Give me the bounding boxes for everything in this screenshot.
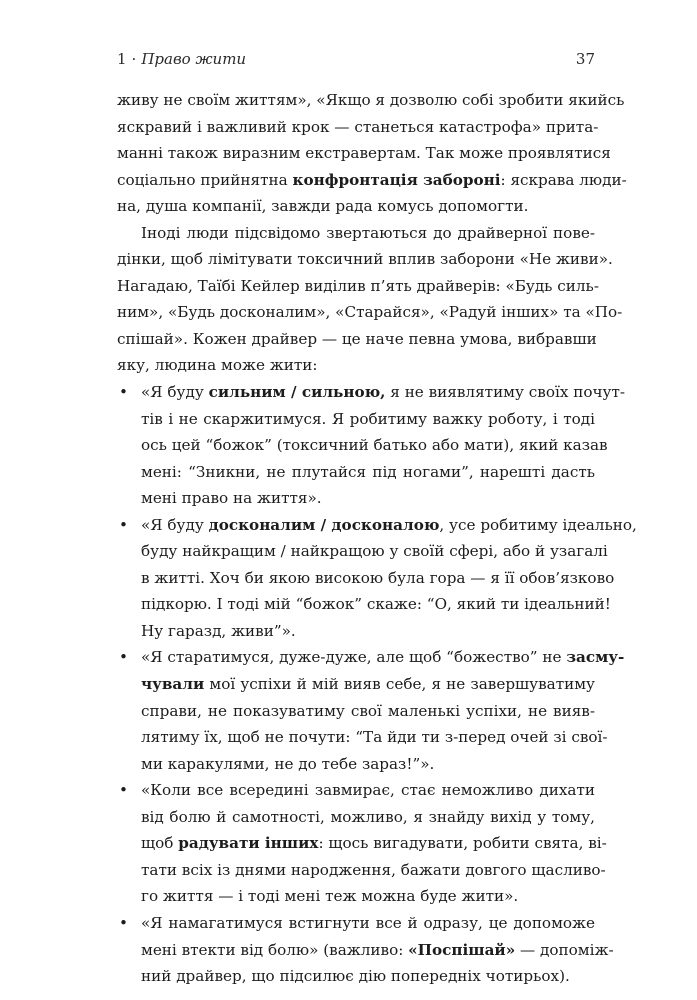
bold-text: конфронтація забороні <box>292 170 501 189</box>
text-segment: ми каракулями, не до тебе зараз!”». <box>141 754 435 773</box>
text-segment: яскравий і важливий крок — станеться катастрофа» прита- <box>117 117 599 136</box>
text-segment: дінки, щоб лімітувати токсичний вплив заборони «Не живи». <box>117 250 613 269</box>
text-segment: «Я буду <box>141 383 209 402</box>
text-segment: від болю й самотності, можливо, я знайду вихід у тому, <box>141 807 595 826</box>
text-segment: — допоміж- <box>515 940 614 959</box>
text-segment: буду найкращим / найкращою у своїй сфері, або й узагалі <box>141 542 608 561</box>
bullet-item-line <box>117 379 625 406</box>
text-segment: лятиму їх, щоб не почути: “Та йди ти з-перед очей зі свої- <box>141 728 608 747</box>
text-segment: «Я старатимуся, дуже-дуже, але щоб “божество” не <box>141 648 567 667</box>
bullet-item-line <box>117 910 595 937</box>
bullet-continuation-line <box>117 830 607 857</box>
text-segment: ний драйвер, що підсилює дію попередніх чотирьох). <box>141 967 570 986</box>
bold-text: «Поспішай» <box>408 940 516 959</box>
paragraph-first-line <box>117 220 595 247</box>
text-line <box>117 167 627 194</box>
text-line <box>117 87 625 114</box>
bullet-continuation-line <box>117 406 595 433</box>
text-line <box>117 299 623 326</box>
text-segment: на, душа компанії, завжди рада комусь допомогти. <box>117 197 529 216</box>
text-segment: Нагадаю, Таїбі Кейлер виділив п’ять драйверів: «Будь силь- <box>117 276 599 295</box>
text-segment: підкорю. І тоді мій “божок” скаже: “О, який ти ідеальний! <box>141 595 611 614</box>
text-segment: живу не своїм життям», «Якщо я дозволю собі зробити якийсь <box>117 91 625 109</box>
bold-text: досконалим / досконалою <box>208 515 440 534</box>
bullet-continuation-line <box>117 963 595 990</box>
bullet-continuation-line <box>117 883 595 910</box>
text-segment: «Коли все всередині завмирає, стає неможливо дихати <box>141 781 595 800</box>
text-segment: я не виявлятиму своїх почут- <box>385 383 625 402</box>
text-segment: мої успіхи й мій вияв себе, я не завершуватиму <box>204 675 595 694</box>
bold-text: радувати інших <box>178 834 319 853</box>
text-segment: манні також виразним екстравертам. Так може проявлятися <box>117 144 611 163</box>
text-segment: «Я намагатимуся встигнути все й одразу, це допоможе <box>141 913 595 932</box>
text-segment: мені: “Зникни, не плутайся під ногами”, нарешті дасть <box>141 462 595 481</box>
text-segment: в житті. Хоч би якою високою була гора — я її обов’язково <box>141 568 615 587</box>
bullet-continuation-line <box>117 432 608 459</box>
text-segment: Ну гаразд, живи”». <box>141 621 296 640</box>
text-segment: ось цей “божок” (токсичний батько або мати), який казав <box>141 436 608 455</box>
bullet-marker: • <box>119 515 128 534</box>
running-header <box>117 47 595 71</box>
text-segment: справи, не показуватиму свої маленькі успіхи, не вияв- <box>141 701 595 720</box>
text-segment: соціально прийнятна <box>117 170 293 189</box>
text-segment: ним», «Будь досконалим», «Старайся», «Радуй інших» та «По- <box>117 303 623 322</box>
chapter-number: 1 <box>117 50 127 68</box>
text-line <box>117 114 599 141</box>
bullet-continuation-line <box>117 618 595 645</box>
page-number: 37 <box>575 50 595 68</box>
bullet-continuation-line <box>117 698 595 725</box>
bullet-continuation-line <box>117 485 595 512</box>
bullet-continuation-line <box>117 804 595 831</box>
bullet-continuation-line <box>117 857 606 884</box>
text-line <box>117 140 611 167</box>
text-segment: , усе робитиму ідеально, <box>439 515 637 534</box>
text-segment: : щось вигадувати, робити свята, ві- <box>318 834 607 853</box>
text-segment: : яскрава люди- <box>500 170 627 189</box>
bullet-continuation-line <box>117 937 614 964</box>
bullet-continuation-line <box>117 751 595 778</box>
text-segment: го життя — і тоді мені теж можна буде жити». <box>141 887 519 906</box>
bullet-marker: • <box>119 781 128 800</box>
header-separator: · <box>131 50 137 68</box>
bullet-item-line <box>117 777 595 804</box>
bullet-item-line <box>117 512 637 539</box>
text-segment: мені право на життя». <box>141 489 322 508</box>
bullet-continuation-line <box>117 459 595 486</box>
bullet-continuation-line <box>117 724 608 751</box>
text-segment: тати всіх із днями народження, бажати довгого щасливо- <box>141 860 606 879</box>
bullet-continuation-line <box>117 565 615 592</box>
bold-text: сильним / сильною, <box>208 383 386 402</box>
text-line <box>117 326 595 353</box>
text-segment: щоб <box>141 834 179 853</box>
body-text <box>117 87 637 990</box>
bold-text: засму- <box>566 648 625 667</box>
bullet-continuation-line <box>117 591 611 618</box>
text-segment: спішай». Кожен драйвер — це наче певна умова, вибравши <box>117 329 597 348</box>
text-line <box>117 273 599 300</box>
bullet-marker: • <box>119 913 128 932</box>
text-segment: «Я буду <box>141 515 209 534</box>
bullet-item-line <box>117 644 625 671</box>
text-line <box>117 246 613 273</box>
text-line <box>117 352 595 379</box>
bullet-marker: • <box>119 383 128 402</box>
chapter-title: Право жити <box>141 50 247 68</box>
bold-text: чували <box>141 675 205 694</box>
text-segment: мені втекти від болю» (важливо: <box>141 940 409 959</box>
text-segment: тів і не скаржитимуся. Я робитиму важку роботу, і тоді <box>141 409 595 428</box>
text-segment: яку, людина може жити: <box>117 356 318 375</box>
text-line <box>117 193 595 220</box>
text-segment: Іноді люди підсвідомо звертаються до драйверної пове- <box>141 223 595 242</box>
bullet-marker: • <box>119 648 128 667</box>
bullet-continuation-line <box>117 538 608 565</box>
bullet-continuation-line <box>117 671 595 698</box>
